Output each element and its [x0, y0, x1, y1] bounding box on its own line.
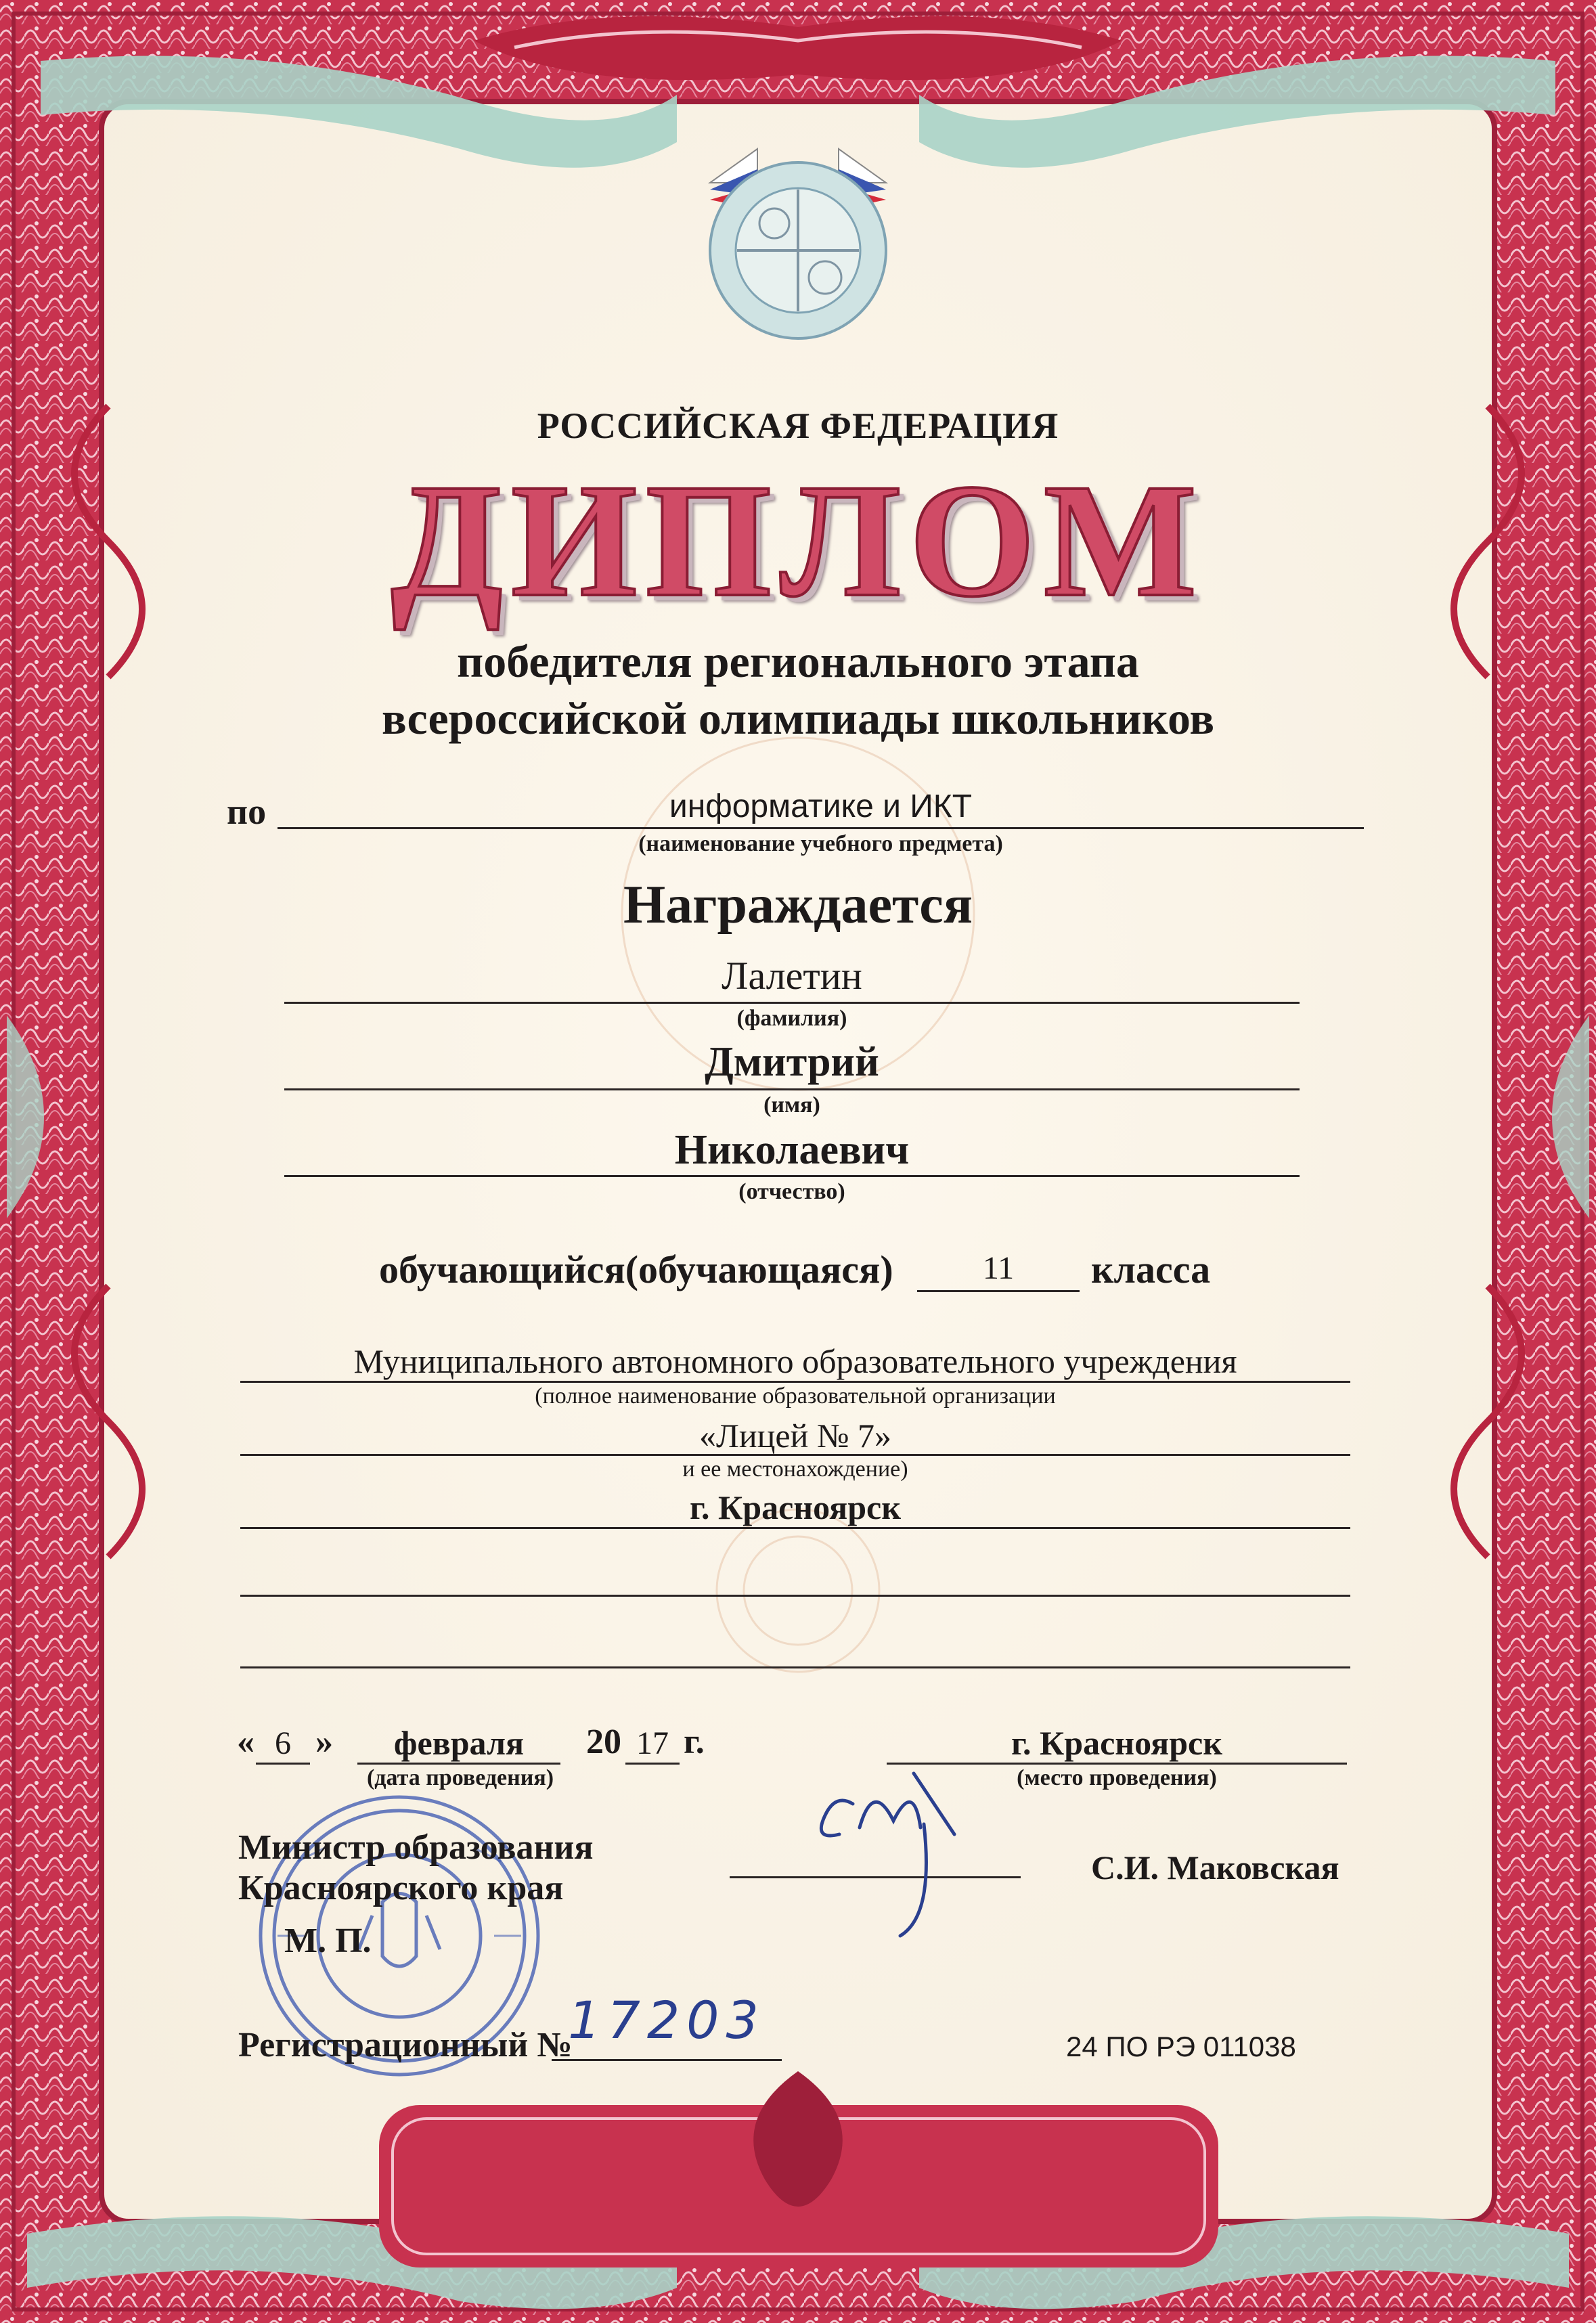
name-value: Дмитрий	[705, 1039, 879, 1085]
signatory-title-line2: Красноярского края	[238, 1869, 564, 1907]
diploma-title: ДИПЛОМ	[391, 450, 1205, 630]
registration-underline	[552, 2059, 782, 2061]
serial-number: 24 ПО РЭ 011038	[1066, 2031, 1296, 2062]
blank-line-1	[240, 1595, 1350, 1597]
patronymic-underline	[284, 1175, 1300, 1177]
subtitle-line2: всероссийской олимпиады школьников	[381, 692, 1215, 744]
olympiad-emblem	[683, 122, 913, 352]
place-caption: (место проведения)	[1017, 1765, 1217, 1790]
place-value: г. Красноярск	[1011, 1724, 1223, 1762]
school-line1: Муниципального автономного образовательного учреждения	[353, 1342, 1237, 1380]
signatory-title-line1: Министр образования	[238, 1828, 594, 1867]
school-underline2	[240, 1454, 1350, 1456]
school-line3: г. Красноярск	[689, 1488, 902, 1526]
grade-underline	[917, 1290, 1080, 1292]
registration-label: Регистрационный №	[238, 2026, 573, 2064]
grade-value: 11	[982, 1250, 1015, 1286]
grade-suffix: класса	[1091, 1247, 1211, 1291]
date-caption: (дата проведения)	[366, 1765, 554, 1790]
school-underline3	[240, 1527, 1350, 1529]
school-line2: «Лицей № 7»	[699, 1417, 892, 1455]
date-close-quote: »	[315, 1723, 333, 1761]
surname-value: Лалетин	[722, 954, 862, 998]
signatory-name: С.И. Маковская	[1091, 1849, 1339, 1886]
surname-underline	[284, 1002, 1300, 1004]
country-heading: РОССИЙСКАЯ ФЕДЕРАЦИЯ	[537, 405, 1059, 446]
subject-caption: (наименование учебного предмета)	[638, 831, 1003, 856]
school-underline1	[240, 1381, 1350, 1383]
date-year-suffix: 17	[636, 1725, 669, 1761]
date-month: февраля	[393, 1724, 525, 1762]
blank-line-2	[240, 1666, 1350, 1668]
school-caption1: (полное наименование образовательной организации	[535, 1384, 1056, 1409]
surname-caption: (фамилия)	[736, 1006, 847, 1031]
date-day: 6	[275, 1725, 291, 1761]
registration-number: 17203	[568, 1990, 766, 2050]
school-caption2: и ее местонахождение)	[682, 1457, 908, 1482]
patronymic-caption: (отчество)	[738, 1179, 845, 1204]
name-caption: (имя)	[763, 1092, 820, 1118]
patronymic-value: Николаевич	[674, 1127, 910, 1173]
subject-underline	[278, 827, 1364, 829]
grade-prefix: обучающийся(обучающаяся)	[379, 1247, 893, 1291]
date-year-underline	[625, 1763, 680, 1765]
date-month-underline	[357, 1763, 560, 1765]
subject-value: информатике и ИКТ	[669, 789, 973, 824]
subtitle-line1: победителя регионального этапа	[457, 636, 1139, 687]
date-open-quote: «	[237, 1723, 254, 1761]
handwritten-signature	[799, 1740, 988, 1943]
name-underline	[284, 1088, 1300, 1090]
date-year-mark: г.	[684, 1723, 705, 1761]
date-year-prefix: 20	[586, 1723, 621, 1761]
awarded-heading: Награждается	[623, 875, 973, 935]
stamp-mark: М. П.	[284, 1922, 372, 1960]
subject-prefix: по	[227, 791, 267, 832]
date-day-underline	[256, 1763, 310, 1765]
